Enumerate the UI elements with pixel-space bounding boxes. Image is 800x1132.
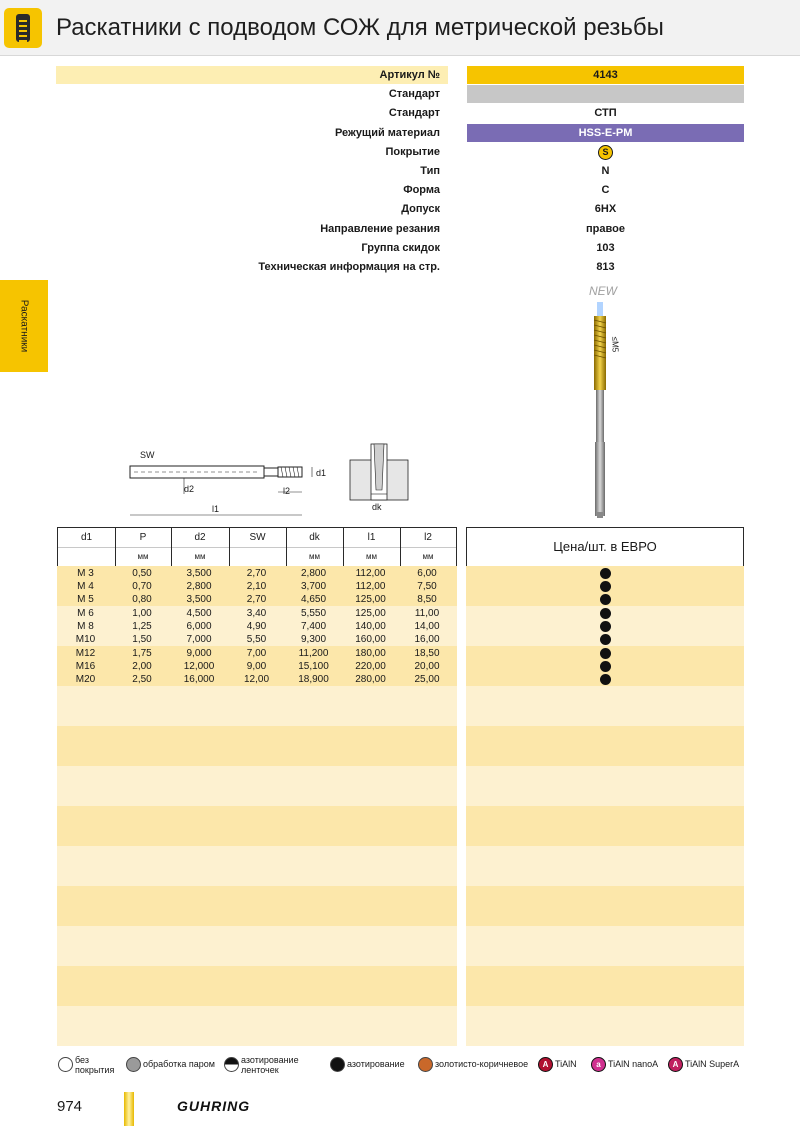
spec-row-form [56,181,744,200]
cell-d1: M10 [75,634,96,645]
table-row [57,660,457,673]
cell-d2: 3,500 [186,594,212,605]
cell-p: 1,00 [132,608,152,619]
cell-sw: 2,70 [246,594,267,605]
spec-label: Группа скидок [361,241,440,254]
spec-value[interactable]: 813 [596,260,615,273]
tool-drawing [128,440,418,520]
unit-l1: мм [366,552,377,561]
cell-p: 1,25 [132,621,152,632]
unit-dk: мм [309,552,320,561]
spec-row-tolerance [56,200,744,219]
table-row [57,567,457,580]
spec-label: Допуск [401,203,440,216]
spec-value: HSS-E-PM [467,124,744,142]
nitrided-icon [330,1057,345,1072]
cell-dk: 3,700 [300,581,327,592]
spec-label: Режущий материал [334,126,440,139]
spec-label: Стандарт [388,88,440,101]
cell-p: 2,50 [132,674,152,685]
availability-dot [600,581,611,592]
unit-p: мм [137,552,149,561]
cell-l1: 112,00 [355,568,386,579]
cell-sw: 7,00 [246,648,267,659]
spec-row-standard [56,85,744,104]
cell-d1: M 5 [77,594,94,605]
spec-label: Тип [420,164,440,177]
tialn-nanoa-icon: a [591,1057,606,1072]
spec-label: Техническая информация на стр. [258,260,440,273]
cell-l2: 6,00 [417,568,437,579]
dim-d2: d2 [184,484,195,494]
cell-l1: 180,00 [355,648,386,659]
cell-d2: 4,500 [186,608,212,619]
table-row [57,593,457,606]
section-tab-label: Раскатники [18,299,30,353]
coating-legend [56,1054,746,1076]
cell-l1: 140,00 [355,621,386,632]
legend-label: золотисто-коричневое [435,1059,529,1069]
cell-p: 2,00 [132,661,152,672]
spec-row-coating [56,143,744,162]
availability-dot [600,674,611,685]
col-header-l1: l1 [367,532,376,543]
table-header [57,527,457,567]
spec-label: Артикул № [56,66,448,84]
legend-label: азотирование [241,1055,299,1065]
spec-row-discount [56,239,744,258]
cell-l2: 8,50 [417,594,437,605]
table-row [57,580,457,593]
coating-badge: S [598,145,613,160]
land-nitrided-icon [224,1057,239,1072]
availability-dot [600,648,611,659]
spec-row-direction [56,220,744,239]
cell-p: 0,70 [132,581,152,592]
legend-label: TiAlN nanoA [608,1059,659,1069]
col-header-dk: dk [309,532,320,543]
spec-value: C [601,184,610,197]
cell-l2: 20,00 [414,661,440,672]
spec-value [467,85,744,103]
legend-label: азотирование [347,1059,405,1069]
spec-value: 6HX [594,203,617,216]
col-header-p: P [139,532,147,543]
dim-dk: dk [372,502,382,512]
unit-l2: мм [422,552,434,561]
availability-dot [600,661,611,672]
cell-dk: 15,100 [298,661,329,672]
cell-p: 0,50 [132,568,152,579]
uncoated-icon [58,1057,73,1072]
cell-d1: M 3 [77,568,94,579]
cell-d1: M12 [75,648,96,659]
cell-p: 1,75 [132,648,152,659]
availability-dot [600,594,611,605]
cell-l1: 220,00 [355,661,386,672]
tool-photo [580,300,620,522]
spec-row-article [56,66,744,85]
cell-d2: 3,500 [186,568,212,579]
cell-d2: 12,000 [183,661,215,672]
dim-sw: SW [140,450,155,460]
cell-l2: 11,00 [414,608,440,619]
dim-l1: l1 [212,504,220,514]
section-tab[interactable] [0,280,48,372]
gold-brown-icon [418,1057,433,1072]
spec-row-type [56,162,744,181]
spec-label: Покрытие [385,145,440,158]
legend-label: без [75,1055,89,1065]
legend-label-2: покрытия [75,1065,115,1075]
new-badge: NEW [589,284,617,298]
legend-label: обработка паром [143,1059,215,1069]
cell-d2: 9,000 [186,648,212,659]
cell-l2: 16,00 [414,634,440,645]
cell-dk: 5,550 [300,608,327,619]
availability-dot [600,634,611,645]
cell-dk: 2,800 [300,568,327,579]
legend-label: TiAlN SuperA [685,1059,740,1069]
spec-value [467,143,744,161]
table-row [57,620,457,633]
cell-d2: 2,800 [186,581,212,592]
legend-label: TiAlN [555,1059,577,1069]
cell-dk: 18,900 [298,674,329,685]
spec-label: Форма [403,184,440,197]
cell-sw: 2,10 [246,581,267,592]
cell-l2: 25,00 [414,674,440,685]
cell-sw: 4,90 [246,621,267,632]
page-header [0,0,800,56]
tialn-supera-icon: A [668,1057,683,1072]
cell-d1: M20 [75,674,96,685]
cell-l2: 7,50 [417,581,437,592]
cell-sw: 3,40 [246,608,267,619]
page-number: 974 [57,1098,83,1115]
cell-l1: 112,00 [355,581,386,592]
col-header-d2: d2 [194,532,206,543]
cell-d2: 6,000 [186,621,212,632]
spec-label: Стандарт [388,107,440,120]
cell-p: 0,80 [132,594,152,605]
dim-d1: d1 [316,468,327,478]
tool-marking: ≤M5 [610,336,620,353]
cell-sw: 9,00 [246,661,267,672]
spec-row-standard-2 [56,104,744,123]
cell-l2: 14,00 [414,621,440,632]
spec-label: Направление резания [320,222,440,235]
spec-row-material [56,124,744,143]
spec-value: СТП [594,107,617,120]
spec-value: N [601,164,610,177]
cell-dk: 4,650 [300,594,327,605]
tialn-icon: A [538,1057,553,1072]
table-row [57,647,457,660]
spec-table [56,66,744,277]
table-row [57,633,457,646]
availability-dot [600,608,611,619]
cell-d2: 16,000 [183,674,215,685]
col-header-l2: l2 [424,532,432,543]
table-row [57,607,457,620]
cell-sw: 5,50 [246,634,267,645]
cell-d1: M 6 [77,608,94,619]
cell-dk: 7,400 [300,621,327,632]
cell-d1: M 8 [77,621,94,632]
cell-dk: 11,200 [298,648,329,659]
cell-p: 1,50 [132,634,152,645]
cell-l1: 280,00 [355,674,386,685]
availability-dot [600,568,611,579]
brand-logo: GUHRING [177,1098,251,1114]
unit-d2: мм [194,552,206,561]
cell-l1: 125,00 [355,608,386,619]
spec-value: 103 [596,241,615,254]
cell-l2: 18,50 [414,648,440,659]
table-row [57,673,457,686]
col-header-sw: SW [249,532,266,543]
legend-label-2: ленточек [241,1065,279,1075]
price-header: Цена/шт. в ЕВРО [466,527,744,567]
col-header-d1: d1 [80,532,93,543]
spec-row-techinfo [56,258,744,277]
steam-treated-icon [126,1057,141,1072]
spec-value: правое [586,222,625,235]
cell-d2: 7,000 [186,634,212,645]
cell-d1: M 4 [77,581,94,592]
cell-d1: M16 [75,661,96,672]
cell-sw: 2,70 [246,568,267,579]
tap-icon [4,8,42,48]
cell-sw: 12,00 [243,674,270,685]
footer-accent [124,1092,134,1126]
cell-l1: 125,00 [355,594,386,605]
cell-l1: 160,00 [355,634,386,645]
dim-l2: l2 [283,486,291,496]
availability-dot [600,621,611,632]
spec-value: 4143 [467,66,744,84]
page-title: Раскатники с подводом СОЖ для метрической резьбы [56,14,664,41]
cell-dk: 9,300 [300,634,327,645]
